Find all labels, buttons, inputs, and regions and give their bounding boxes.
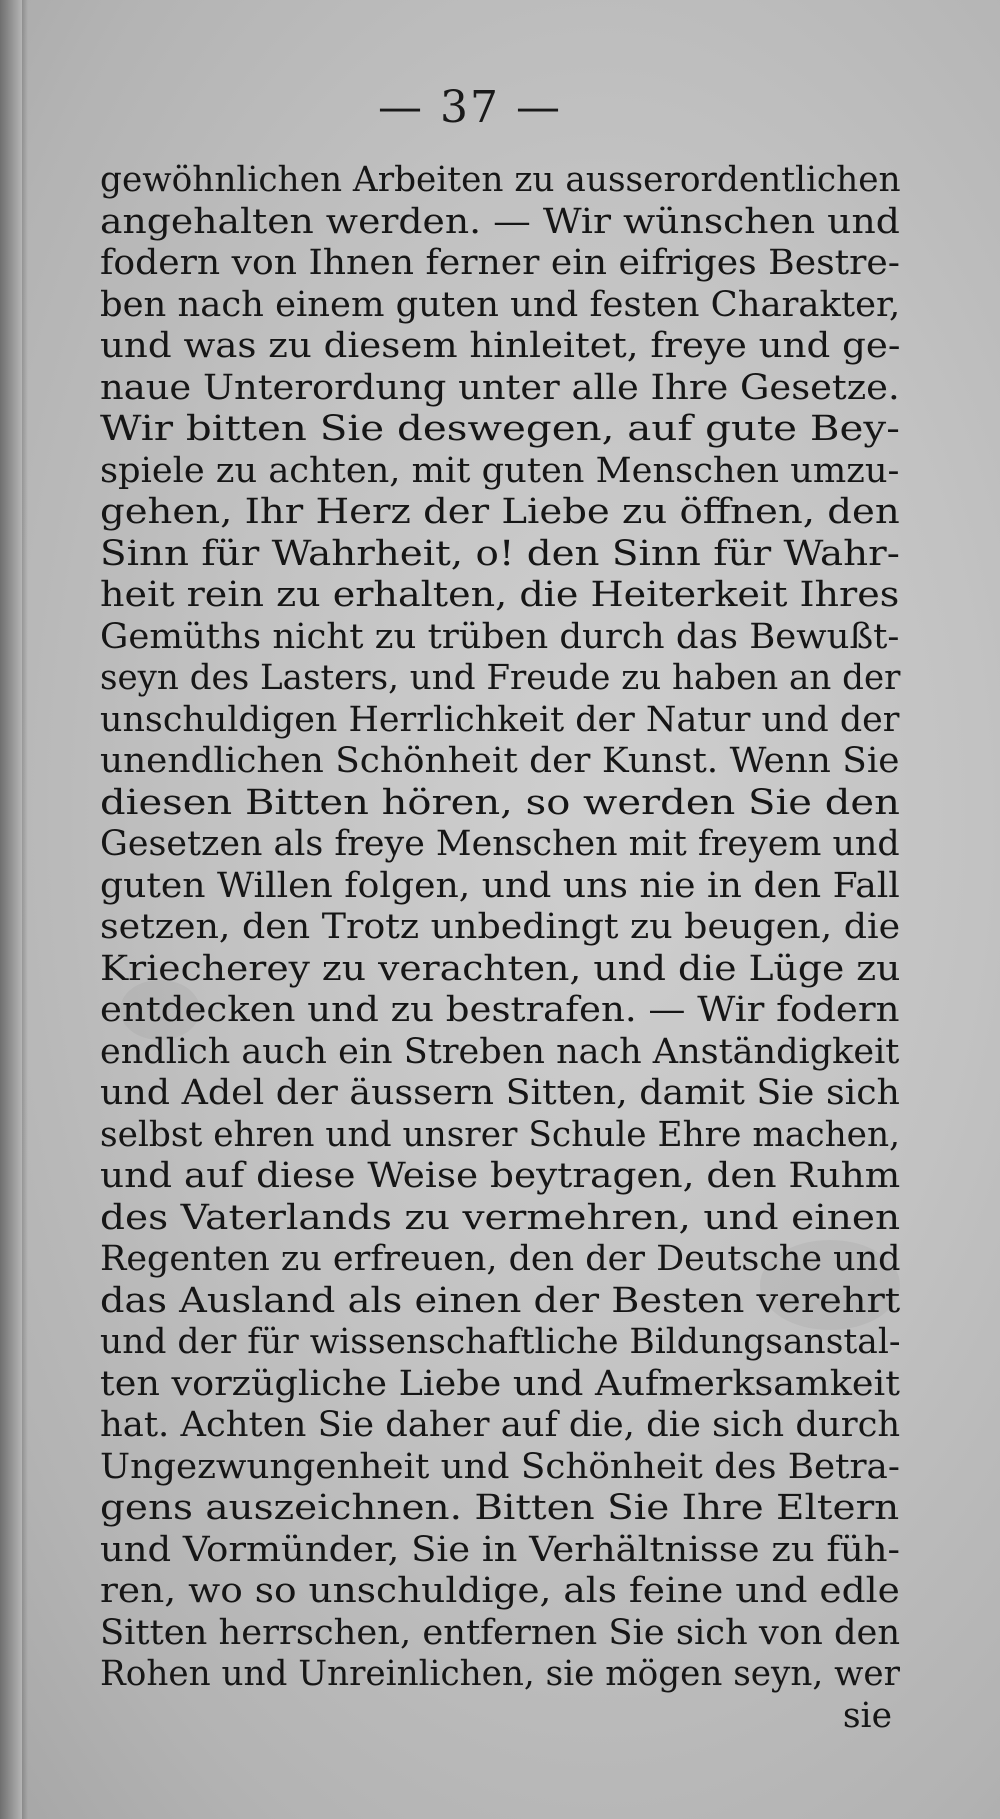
text-line: ben nach einem guten und festen Charakter, (100, 284, 901, 325)
text-line: Gemüths nicht zu trüben durch das Bewußt- (100, 616, 900, 657)
text-line: gewöhnlichen Arbeiten zu ausserordentlichen (100, 160, 901, 200)
text-line: gehen, Ihr Herz der Liebe zu öffnen, den (100, 492, 900, 532)
text-line: naue Unterordung unter alle Ihre Gesetze. (100, 367, 900, 408)
text-line: diesen Bitten hören, so werden Sie den (100, 782, 900, 823)
catchword: sie (842, 1695, 892, 1736)
text-line: guten Willen folgen, und uns nie in den Fall (100, 865, 900, 906)
text-line: des Vaterlands zu vermehren, und einen (100, 1197, 901, 1238)
text-line: Sitten herrschen, entfernen Sie sich von den (100, 1612, 901, 1653)
text-line: setzen, den Trotz unbedingt zu beugen, die (100, 907, 901, 947)
body-text (100, 160, 900, 1737)
text-line: Gesetzen als freye Menschen mit freyem und (100, 824, 900, 864)
text-line: Wir bitten Sie deswegen, auf gute Bey- (100, 409, 900, 449)
text-line: fodern von Ihnen ferner ein eifriges Bestre- (100, 243, 900, 283)
text-line: Rohen und Unreinlichen, sie mögen seyn, wer (100, 1654, 900, 1694)
text-line: heit rein zu erhalten, die Heiterkeit Ihres (100, 575, 900, 615)
text-line: gens auszeichnen. Bitten Sie Ihre Eltern (100, 1488, 900, 1528)
text-line: selbst ehren und unsrer Schule Ehre machen, (100, 1114, 901, 1155)
text-line: ten vorzügliche Liebe und Aufmerksamkeit (100, 1363, 900, 1404)
text-line: hat. Achten Sie daher auf die, die sich durch (100, 1405, 901, 1445)
text-line: seyn des Lasters, und Freude zu haben an der (100, 658, 901, 698)
text-line: und der für wissenschaftliche Bildungsanstal- (100, 1322, 901, 1362)
page-edge-shadow (22, 0, 28, 1819)
text-line: ren, wo so unschuldige, als feine und edle (100, 1571, 900, 1611)
text-line: Kriecherey zu verachten, und die Lüge zu (100, 948, 901, 989)
page-number: — 37 — (378, 82, 562, 133)
text-line: und Vormünder, Sie in Verhältnisse zu füh- (100, 1529, 901, 1570)
text-line: entdecken und zu bestrafen. — Wir fodern (100, 990, 900, 1030)
text-line: spiele zu achten, mit guten Menschen umzu- (100, 450, 900, 491)
text-line: unendlichen Schönheit der Kunst. Wenn Sie (100, 741, 900, 781)
text-line: und was zu diesem hinleitet, freye und ge- (100, 326, 901, 366)
text-line: angehalten werden. — Wir wünschen und (100, 201, 900, 242)
text-line: Ungezwungenheit und Schönheit des Betra- (100, 1446, 900, 1487)
text-line: das Ausland als einen der Besten verehrt (100, 1280, 901, 1321)
text-line: Sinn für Wahrheit, o! den Sinn für Wahr- (100, 533, 900, 574)
text-line: und auf diese Weise beytragen, den Ruhm (100, 1156, 901, 1196)
text-line: und Adel der äussern Sitten, damit Sie sich (100, 1073, 900, 1113)
text-line: endlich auch ein Streben nach Anständigkeit (100, 1031, 900, 1072)
text-line: unschuldigen Herrlichkeit der Natur und der (100, 699, 900, 740)
binding-gutter (0, 0, 22, 1819)
text-line: Regenten zu erfreuen, den der Deutsche und (100, 1239, 901, 1279)
